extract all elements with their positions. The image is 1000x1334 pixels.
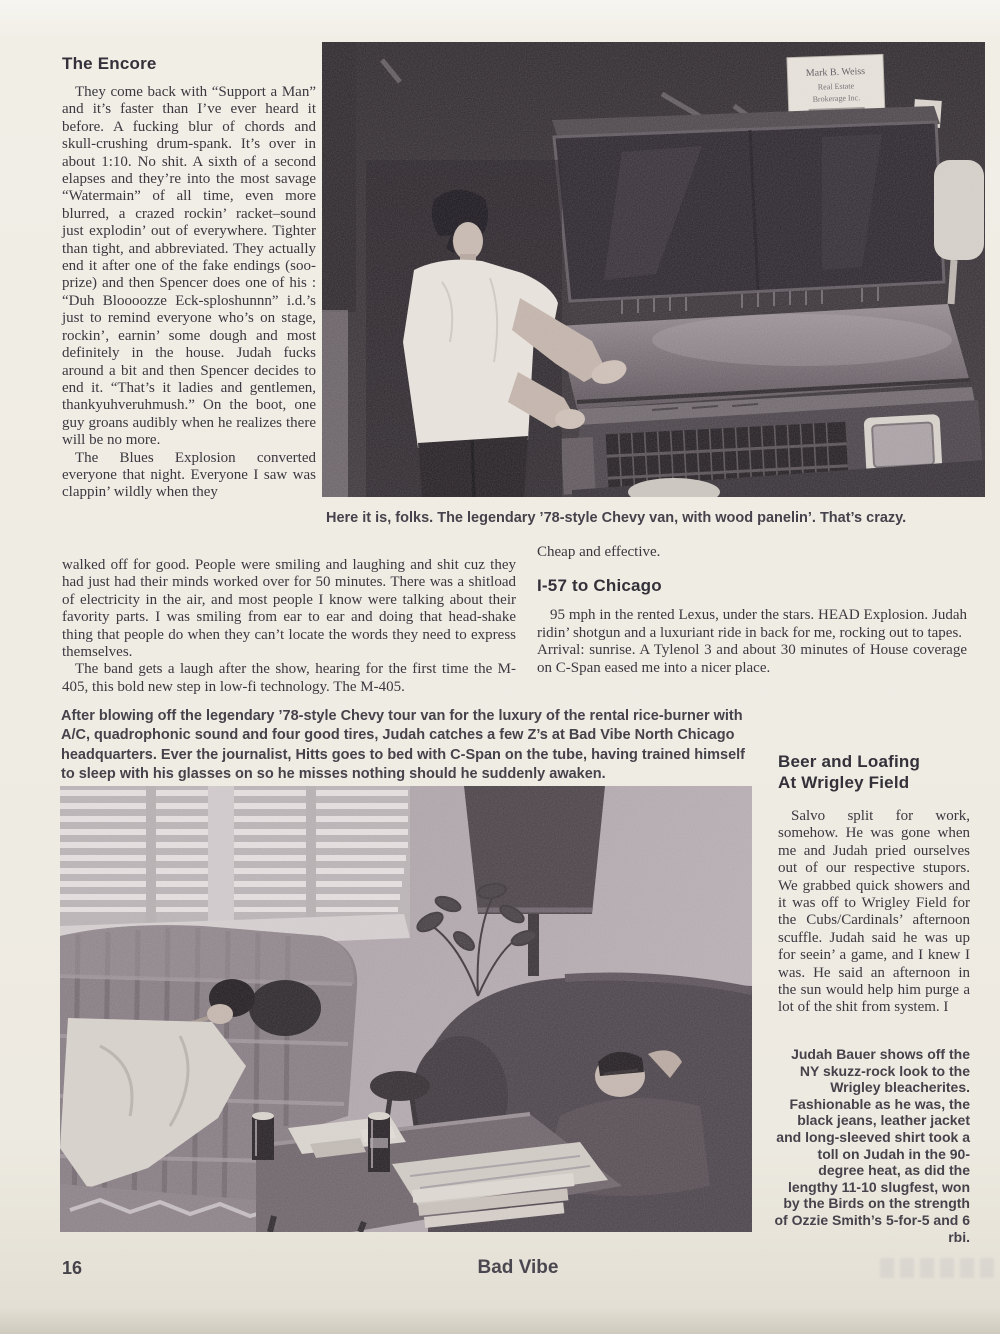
publication-title: Bad Vibe bbox=[477, 1257, 559, 1278]
living-room-illustration bbox=[60, 786, 752, 1232]
heading-i57: I-57 to Chicago bbox=[537, 576, 662, 596]
paragraph: walked off for good. People were smiling and laughing and shit cuz they had just had their minds worked over for 50 minutes. There was a shitload of electricity in the air, and most people I know were talking about their favority parts. I was smiling from ear to ear and doing that head-shake thing that people do when they can’t locate the words they need to express themselves. bbox=[62, 557, 516, 661]
paragraph: The band gets a laugh after the show, hearing for the first time the M-405, this bold new step in low-fi technology. The M-405. bbox=[62, 661, 516, 695]
nap-photo-caption-side: Judah Bauer shows off the NY skuzz-rock look to the Wrigley bleacherites. Fashionable as he was, the black jeans, leather jacket and long-sleeved shirt took a toll on Judah in the 90-degree heat, as did the lengthy 11-10 slugfest, won by the Birds on the strength of Ozzie Smith’s 5-for-5 and 6 rbi. bbox=[774, 1046, 970, 1245]
nap-photo-caption-above: After blowing off the legendary ’78-style Chevy tour van for the luxury of the rental rice-burner with A/C, quadrophonic sound and four good tires, Judah catches a few Z’s at Bad Vibe North Chicago headquarters. Ever the journalist, Hitts goes to bed with C-Span on the tube, having trained himself to sleep with his glasses on so he misses nothing should he suddenly awaken. bbox=[61, 708, 746, 782]
page-number: 16 bbox=[62, 1258, 83, 1278]
nap-photo bbox=[60, 786, 752, 1232]
heading-wrigley-line2: At Wrigley Field bbox=[778, 773, 910, 792]
heading-wrigley bbox=[778, 751, 970, 793]
paragraph: Arrival: sunrise. A Tylenol 3 and about 30 minutes of House coverage on C-Span eased me into a nicer place. bbox=[537, 642, 967, 676]
transition-line: Cheap and effective. bbox=[537, 544, 661, 560]
wrigley-column bbox=[778, 751, 970, 1017]
article-column-right bbox=[537, 544, 967, 677]
article-text-wide bbox=[62, 557, 516, 696]
paragraph: Salvo split for work, somehow. He was gone when me and Judah pried ourselves out of our respective stupors. We grabbed quick showers and it was off to Wrigley Field for the Cubs/Cardinals’ afternoon scuffle. Judah said he was up for seein’ a game, and I knew I was. He said an afternoon in the sun would help him purge a lot of the shit from system. I bbox=[778, 808, 970, 1016]
van-illustration bbox=[322, 42, 985, 497]
ink-bleedthrough bbox=[880, 1258, 1000, 1278]
article-text-narrow bbox=[62, 84, 316, 502]
heading-the-encore: The Encore bbox=[62, 54, 157, 73]
paragraph: The Blues Explosion converted everyone that night. Everyone I saw was clappin’ wildly when they bbox=[62, 449, 316, 501]
van-photo-caption: Here it is, folks. The legendary ’78-style Chevy van, with wood panelin’. That’s crazy. bbox=[326, 510, 907, 526]
paragraph: They come back with “Support a Man” and it’s faster than I’ve ever heard it before. A fucking blur of chords and skull-crushing drum-spank. It’s over in about 1:10. No shit. A sixth of a second elapses and they’re into the most savage “Watermain” of all time, even more blurred, a crazed rockin’ racket–sound just explodin’ out of everywhere. Tighter than tight, and abbreviated. They actually end it after one of the fake endings (soo-prize) and then Spencer does one of his : “Duh Bloooozze Eck-sploshunnn” i.d.’s just to remind everyone who’s on stage, rockin’, earnin’ some dough and most definitely in the house. Judah fucks around a bit and then Spencer decides to end it. “That’s it ladies and gentlemen, thankyuhveruhmush.” On the boot, one guy groans audibly when he realizes there will be no more. bbox=[62, 84, 316, 449]
van-photo bbox=[322, 42, 985, 497]
paragraph: 95 mph in the rented Lexus, under the stars. HEAD Explosion. Judah ridin’ shotgun and a luxuriant ride in back for me, rocking out to tapes. bbox=[537, 607, 967, 641]
heading-wrigley-line1: Beer and Loafing bbox=[778, 752, 921, 771]
